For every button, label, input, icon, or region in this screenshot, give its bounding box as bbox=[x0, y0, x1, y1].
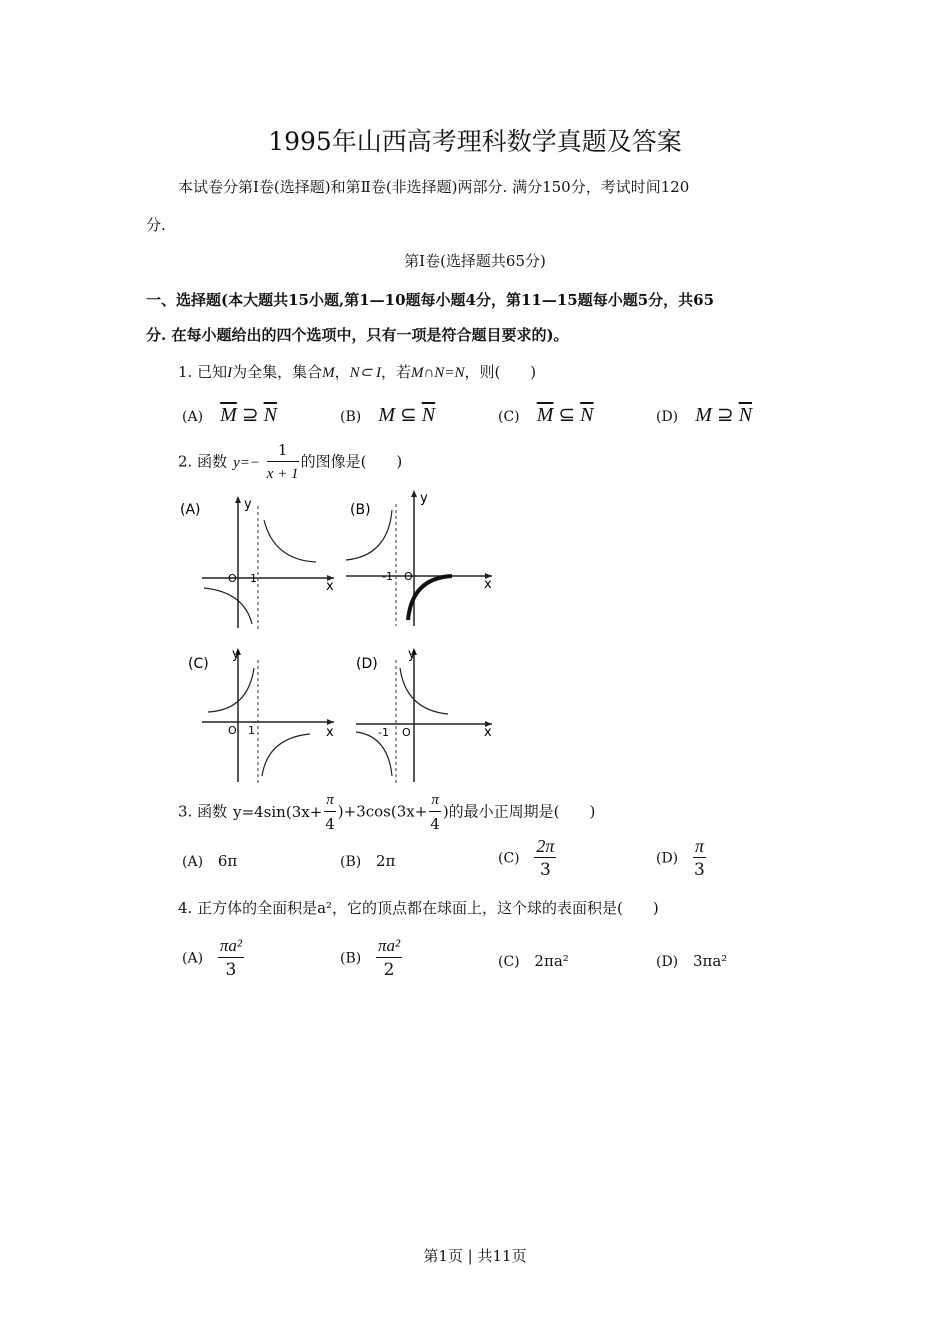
graph-a-label: (A) bbox=[180, 502, 201, 518]
y-axis-arrow-icon bbox=[235, 496, 241, 503]
q4-option-b[interactable]: (B) $\frac{\text{πa²}}{2}$ bbox=[340, 936, 401, 980]
curve-upper bbox=[400, 668, 448, 714]
q1-option-a[interactable]: (A) $\overline{M}$ ⊇ $\overline{N}$ bbox=[182, 404, 277, 426]
tick-label: -1 bbox=[378, 726, 389, 739]
intro-line2: 分. bbox=[146, 216, 166, 234]
q2-graph-c[interactable] bbox=[176, 644, 336, 786]
x-axis-label: x bbox=[484, 577, 492, 592]
question-1-stem: 1. 已知I为全集，集合M，N⊂ I，若M∩N=N，则( ) bbox=[178, 363, 537, 381]
q3-fraction-1: $\frac{\pi}{4}$ bbox=[325, 792, 335, 833]
q4-option-d[interactable]: (D) 3πa² bbox=[656, 952, 728, 970]
graph-b-label: (B) bbox=[350, 502, 371, 518]
question-3-stem: 3. 函数 y=4sin(3x+ $\frac{\pi}{4}$ )+3cos(3x+ $\frac{\pi}{4}$ )的最小正周期是( ) bbox=[178, 792, 596, 833]
curve-lower bbox=[262, 734, 310, 776]
origin-label: O bbox=[402, 726, 411, 739]
question-2-stem: 2. 函数 y=− $\frac{1}{x + 1}$ 的图像是( ) bbox=[178, 440, 402, 485]
origin-label: O bbox=[228, 572, 237, 585]
curve-upper bbox=[264, 520, 316, 562]
q4-option-a[interactable]: (A) $\frac{\text{πa²}}{3}$ bbox=[182, 936, 242, 980]
origin-label: O bbox=[404, 570, 413, 583]
page-title: 1995年山西高考理科数学真题及答案 bbox=[268, 127, 682, 156]
q1-option-d[interactable]: (D) M ⊇ $\overline{N}$ bbox=[656, 404, 753, 426]
x-axis-label: x bbox=[326, 725, 334, 740]
tick-label: 1 bbox=[248, 724, 255, 737]
q3-option-b[interactable]: (B) 2π bbox=[340, 852, 396, 870]
q2-fraction: $\frac{1}{x + 1}$ bbox=[266, 441, 299, 482]
graph-d-label: (D) bbox=[356, 656, 378, 672]
q2-graph-a[interactable] bbox=[176, 490, 336, 632]
y-axis-label: y bbox=[244, 497, 252, 512]
y-axis-label: y bbox=[408, 647, 416, 662]
q1-option-b[interactable]: (B) M ⊆ $\overline{N}$ bbox=[340, 404, 436, 426]
x-axis-label: x bbox=[484, 725, 492, 740]
curve-lower bbox=[204, 588, 252, 624]
q2-graph-b[interactable] bbox=[342, 486, 502, 632]
part1-line1: 一、选择题(本大题共15小题,第1—10题每小题4分，第11—15题每小题5分，共65 bbox=[146, 291, 715, 309]
tick-label: -1 bbox=[382, 570, 393, 583]
y-axis-label: y bbox=[232, 647, 240, 662]
q4-option-c[interactable]: (C) 2πa² bbox=[498, 952, 569, 970]
section-heading: 第Ⅰ卷(选择题共65分) bbox=[404, 252, 546, 270]
page-footer: 第1页 | 共11页 bbox=[423, 1247, 527, 1265]
x-axis-label: x bbox=[326, 579, 334, 594]
part1-line2: 分. 在每小题给出的四个选项中，只有一项是符合题目要求的)。 bbox=[146, 326, 569, 344]
question-4-stem: 4. 正方体的全面积是a²，它的顶点都在球面上，这个球的表面积是( ) bbox=[178, 899, 659, 917]
q3-fraction-2: $\frac{\pi}{4}$ bbox=[430, 792, 440, 833]
y-axis-arrow-icon bbox=[411, 490, 417, 497]
y-axis-label: y bbox=[420, 491, 428, 506]
q3-option-d[interactable]: (D) $\frac{\pi}{3}$ bbox=[656, 836, 705, 880]
origin-label: O bbox=[228, 724, 237, 737]
q2-graph-d[interactable] bbox=[342, 644, 502, 786]
q3-option-c[interactable]: (C) $\frac{2\pi}{3}$ bbox=[498, 836, 555, 880]
curve-upper bbox=[208, 668, 254, 712]
tick-label: 1 bbox=[250, 572, 257, 585]
q1-option-c[interactable]: (C) $\overline{M}$ ⊆ $\overline{N}$ bbox=[498, 404, 594, 426]
q3-option-a[interactable]: (A) 6π bbox=[182, 852, 238, 870]
intro-line1: 本试卷分第Ⅰ卷(选择题)和第Ⅱ卷(非选择题)两部分. 满分150分，考试时间120 bbox=[178, 178, 690, 196]
graph-c-label: (C) bbox=[188, 656, 209, 672]
